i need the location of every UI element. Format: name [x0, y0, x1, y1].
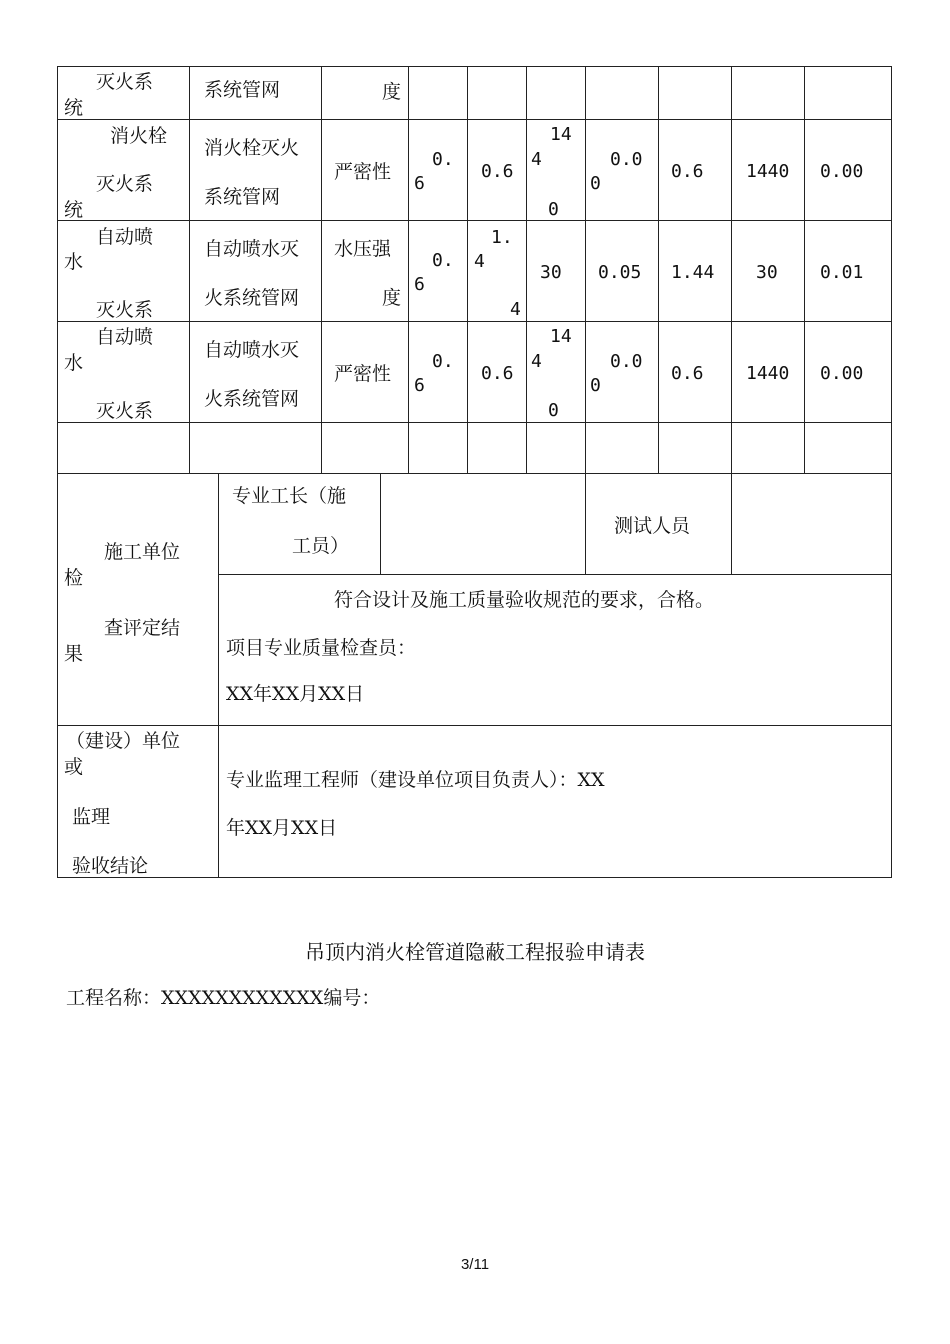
supervision-label: （建设）单位 — [66, 730, 181, 752]
value-cell: 4 — [531, 351, 542, 372]
value-cell: 30 — [540, 262, 562, 283]
system-name: 水 — [64, 352, 84, 374]
test-item: 严密性 — [334, 161, 392, 183]
construction-unit-label: 果 — [64, 643, 84, 665]
system-name: 统 — [64, 199, 84, 221]
quality-inspector-label: 项目专业质量检查员： — [226, 637, 417, 659]
value-cell: 0 — [590, 375, 601, 396]
supervising-engineer-label: 专业监理工程师（建设单位项目负责人）：XX — [226, 769, 605, 791]
value-cell: 0.0 — [610, 149, 643, 170]
value-cell: 30 — [756, 262, 778, 283]
supervision-label: 监理 — [72, 806, 111, 828]
value-cell: 4 — [474, 251, 485, 272]
value-cell: 6 — [414, 274, 425, 295]
value-cell: 0.6 — [481, 363, 514, 384]
pipe-network: 消火栓灭火 — [204, 137, 300, 159]
value-cell: 14 — [550, 326, 572, 347]
system-name: 灭火系 — [96, 173, 154, 195]
value-cell: 0. — [432, 149, 454, 170]
pipe-network: 系统管网 — [204, 186, 281, 208]
test-item: 严密性 — [334, 363, 392, 385]
supervision-label: 或 — [64, 756, 84, 778]
value-cell: 4 — [510, 299, 521, 320]
value-cell: 0.6 — [671, 161, 704, 182]
value-cell: 0 — [548, 199, 559, 220]
system-name: 消火栓 — [110, 125, 168, 147]
value-cell: 6 — [414, 173, 425, 194]
system-name: 自动喷 — [96, 326, 154, 348]
supervision-date: 年XX月XX日 — [226, 817, 338, 839]
value-cell: 0 — [590, 173, 601, 194]
value-cell: 6 — [414, 375, 425, 396]
system-name: 灭火系 — [96, 400, 154, 422]
value-cell: 0.0 — [610, 351, 643, 372]
test-item: 度 — [382, 81, 402, 103]
value-cell: 1.44 — [671, 262, 715, 283]
construction-unit-label: 检 — [64, 567, 84, 589]
value-cell: 1440 — [746, 363, 790, 384]
inspection-conclusion: 符合设计及施工质量验收规范的要求，合格。 — [334, 589, 715, 611]
tester-label: 测试人员 — [614, 515, 691, 537]
value-cell: 14 — [550, 124, 572, 145]
pipe-network: 自动喷水灭 — [204, 339, 300, 361]
system-name: 灭火系 — [96, 299, 154, 321]
value-cell: 0.00 — [820, 161, 864, 182]
test-item: 度 — [382, 287, 402, 309]
value-cell: 0. — [432, 351, 454, 372]
project-name-line: 工程名称：XXXXXXXXXXXX编号： — [66, 987, 381, 1009]
pipe-network: 系统管网 — [204, 79, 281, 101]
construction-unit-label: 查评定结 — [104, 617, 181, 639]
system-name: 灭火系 — [96, 71, 154, 93]
system-name: 水 — [64, 251, 84, 273]
value-cell: 4 — [531, 149, 542, 170]
system-name: 自动喷 — [96, 226, 154, 248]
foreman-label: 专业工长（施 — [232, 485, 347, 507]
form-title: 吊顶内消火栓管道隐蔽工程报验申请表 — [305, 940, 645, 964]
system-name: 统 — [64, 97, 84, 119]
pipe-network: 火系统管网 — [204, 287, 300, 309]
value-cell: 0.00 — [820, 363, 864, 384]
value-cell: 1. — [491, 227, 513, 248]
foreman-label: 工员） — [292, 535, 350, 557]
inspection-date: XX年XX月XX日 — [226, 683, 365, 705]
value-cell: 0.01 — [820, 262, 864, 283]
construction-unit-label: 施工单位 — [104, 541, 181, 563]
pipe-network: 火系统管网 — [204, 388, 300, 410]
value-cell: 0.6 — [671, 363, 704, 384]
pipe-network: 自动喷水灭 — [204, 238, 300, 260]
value-cell: 0.6 — [481, 161, 514, 182]
supervision-label: 验收结论 — [72, 855, 149, 877]
test-item: 水压强 — [334, 238, 392, 260]
value-cell: 1440 — [746, 161, 790, 182]
value-cell: 0 — [548, 400, 559, 421]
page-number: 3/11 — [460, 1256, 490, 1273]
value-cell: 0. — [432, 250, 454, 271]
value-cell: 0.05 — [598, 262, 642, 283]
